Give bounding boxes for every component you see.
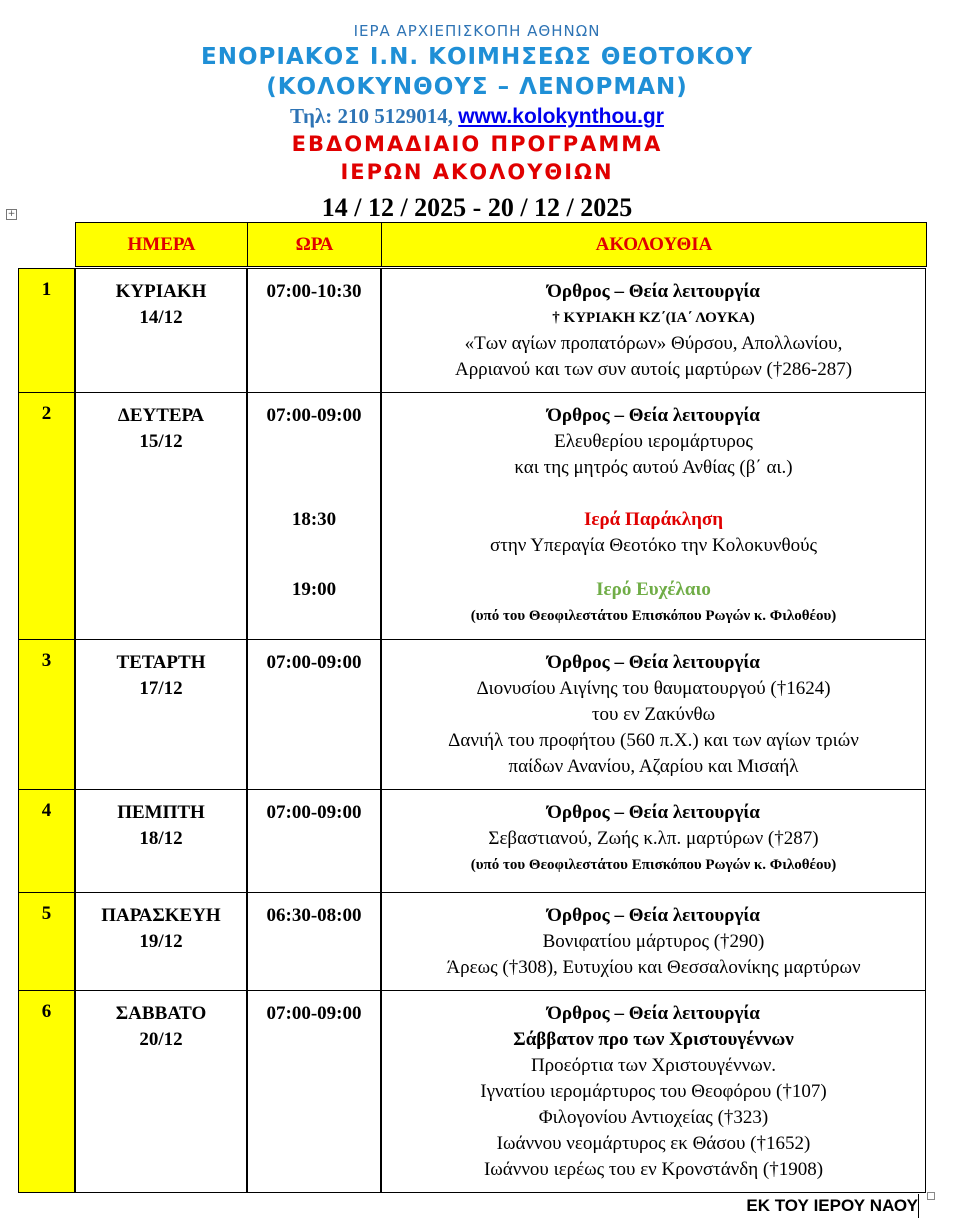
commemoration-line: «Των αγίων προπατόρων» Θύρσου, Απολλωνίου, <box>464 333 843 354</box>
day-name: ΤΕΤΑΡΤΗ <box>116 652 206 673</box>
time-value: 07:00-09:00 <box>266 1003 362 1024</box>
commemoration-line: και της μητρός αυτού Ανθίας (β΄ αι.) <box>514 457 793 478</box>
service-cell <box>381 789 926 893</box>
header-service: ΑΚΟΛΟΥΘΙΑ <box>381 222 927 267</box>
time-cell <box>247 268 381 393</box>
day-date: 14/12 <box>139 307 183 328</box>
time-value: 07:00-09:00 <box>266 802 362 823</box>
commemoration-line: Φιλογονίου Αντιοχείας (†323) <box>538 1107 769 1128</box>
paraklesis-title: Ιερά Παράκληση <box>584 509 723 530</box>
parish-name: ΕΝΟΡΙΑΚΟΣ Ι.Ν. ΚΟΙΜΗΣΕΩΣ ΘΕΟΤΟΚΟΥ <box>201 44 753 70</box>
day-name: ΠΕΜΠΤΗ <box>117 802 205 823</box>
bishop-note: (υπό του Θεοφιλεστάτου Επισκόπου Ρωγών κ. Φιλοθέου) <box>470 608 837 624</box>
row-number: 2 <box>18 392 75 640</box>
day-cell <box>75 639 247 790</box>
service-cell <box>381 990 926 1193</box>
row-number: 6 <box>18 990 75 1193</box>
day-cell <box>75 392 247 640</box>
day-date: 17/12 <box>139 678 183 699</box>
feast-title: Σάββατον προ των Χριστουγέννων <box>513 1029 794 1050</box>
commemoration-line: Αρριανού και των συν αυτοίς μαρτύρων (†286-287) <box>454 359 853 380</box>
date-range: 14 / 12 / 2025 - 20 / 12 / 2025 <box>321 193 633 222</box>
service-cell <box>381 639 926 790</box>
row-number: 4 <box>18 789 75 893</box>
footer-signature: ΕΚ ΤΟΥ ΙΕΡΟΥ ΝΑΟΥ <box>746 1196 918 1215</box>
service-cell <box>381 268 926 393</box>
row-number: 5 <box>18 892 75 991</box>
service-title: Όρθρος – Θεία λειτουργία <box>547 652 760 673</box>
commemoration-line: Ελευθερίου ιερομάρτυρος <box>554 431 753 452</box>
time-cell <box>247 639 381 790</box>
commemoration-line: Ιωάννου νεομάρτυρος εκ Θάσου (†1652) <box>496 1133 811 1154</box>
weekly-program-title: ΕΒΔΟΜΑΔΙΑΙΟ ΠΡΟΓΡΑΜΜΑ <box>291 132 663 156</box>
row-number: 1 <box>18 268 75 393</box>
commemoration-line: Ιγνατίου ιερομάρτυρος του Θεοφόρου (†107) <box>480 1081 827 1102</box>
archdiocese-title: ΙΕΡΑ ΑΡΧΙΕΠΙΣΚΟΠΗ ΑΘΗΝΩΝ <box>353 22 601 40</box>
day-date: 18/12 <box>139 828 183 849</box>
commemoration-line: παίδων Ανανίου, Αζαρίου και Μισαήλ <box>508 756 799 777</box>
day-cell <box>75 789 247 893</box>
commemoration-line: Άρεως (†308), Ευτυχίου και Θεσσαλονίκης μαρτύρων <box>446 957 861 978</box>
commemoration-line: Δανιήλ του προφήτου (560 π.Χ.) και των αγίων τριών <box>448 730 859 751</box>
parish-location: (ΚΟΛΟΚΥΝΘΟΥΣ – ΛΕΝΟΡΜΑΝ) <box>266 74 688 100</box>
header-time: ΩΡΑ <box>247 222 382 267</box>
service-title: Όρθρος – Θεία λειτουργία <box>547 802 760 823</box>
time-cell <box>247 789 381 893</box>
header-day: ΗΜΕΡΑ <box>75 222 248 267</box>
time-cell <box>247 892 381 991</box>
euchelaio-title: Ιερό Ευχέλαιο <box>596 579 711 600</box>
commemoration-line: του εν Ζακύνθω <box>591 704 716 725</box>
day-cell <box>75 892 247 991</box>
day-cell <box>75 990 247 1193</box>
service-title: Όρθρος – Θεία λειτουργία <box>547 1003 760 1024</box>
bishop-note: (υπό του Θεοφιλεστάτου Επισκόπου Ρωγών κ. Φιλοθέου) <box>470 857 837 873</box>
commemoration-line: Σεβαστιανού, Ζωής κ.λπ. μαρτύρων (†287) <box>488 828 819 849</box>
day-name: ΣΑΒΒΑΤΟ <box>115 1003 207 1024</box>
row-number: 3 <box>18 639 75 790</box>
website-link[interactable]: www.kolokynthou.gr <box>458 105 664 128</box>
service-cell <box>381 392 926 640</box>
time-value: 06:30-08:00 <box>266 905 362 926</box>
table-move-handle-icon[interactable]: + <box>7 209 16 219</box>
time-value: 07:00-10:30 <box>266 281 362 302</box>
day-name: ΔΕΥΤΕΡΑ <box>117 405 205 426</box>
time-value: 07:00-09:00 <box>266 405 362 426</box>
commemoration-line: Βονιφατίου μάρτυρος (†290) <box>542 931 765 952</box>
day-name: ΚΥΡΙΑΚΗ <box>115 281 207 302</box>
sunday-name: † ΚΥΡΙΑΚΗ ΚΖ΄(ΙΑ΄ ΛΟΥΚΑ) <box>552 310 755 326</box>
contact-line <box>0 104 954 129</box>
commemoration-line: Ιωάννου ιερέως του εν Κρονστάνδη (†1908) <box>483 1159 824 1180</box>
service-cell <box>381 892 926 991</box>
service-title: Όρθρος – Θεία λειτουργία <box>547 405 760 426</box>
day-cell <box>75 268 247 393</box>
text-cursor <box>918 1194 919 1218</box>
time-value: 18:30 <box>291 509 337 530</box>
services-title: ΙΕΡΩΝ ΑΚΟΛΟΥΘΙΩΝ <box>340 160 614 184</box>
paraklesis-detail: στην Υπεραγία Θεοτόκο την Κολοκυνθούς <box>489 535 818 556</box>
service-title: Όρθρος – Θεία λειτουργία <box>547 905 760 926</box>
time-value: 19:00 <box>291 579 337 600</box>
service-title: Όρθρος – Θεία λειτουργία <box>547 281 760 302</box>
day-date: 19/12 <box>139 931 183 952</box>
time-value: 07:00-09:00 <box>266 652 362 673</box>
phone-text: Τηλ: 210 5129014, <box>290 104 459 128</box>
time-cell <box>247 392 381 640</box>
commemoration-line: Προεόρτια των Χριστουγέννων. <box>530 1055 777 1076</box>
day-date: 20/12 <box>139 1029 183 1050</box>
day-date: 15/12 <box>139 431 183 452</box>
table-resize-handle-icon[interactable] <box>927 1192 935 1200</box>
time-cell <box>247 990 381 1193</box>
day-name: ΠΑΡΑΣΚΕΥΗ <box>101 905 221 926</box>
commemoration-line: Διονυσίου Αιγίνης του θαυματουργού (†1624) <box>476 678 831 699</box>
